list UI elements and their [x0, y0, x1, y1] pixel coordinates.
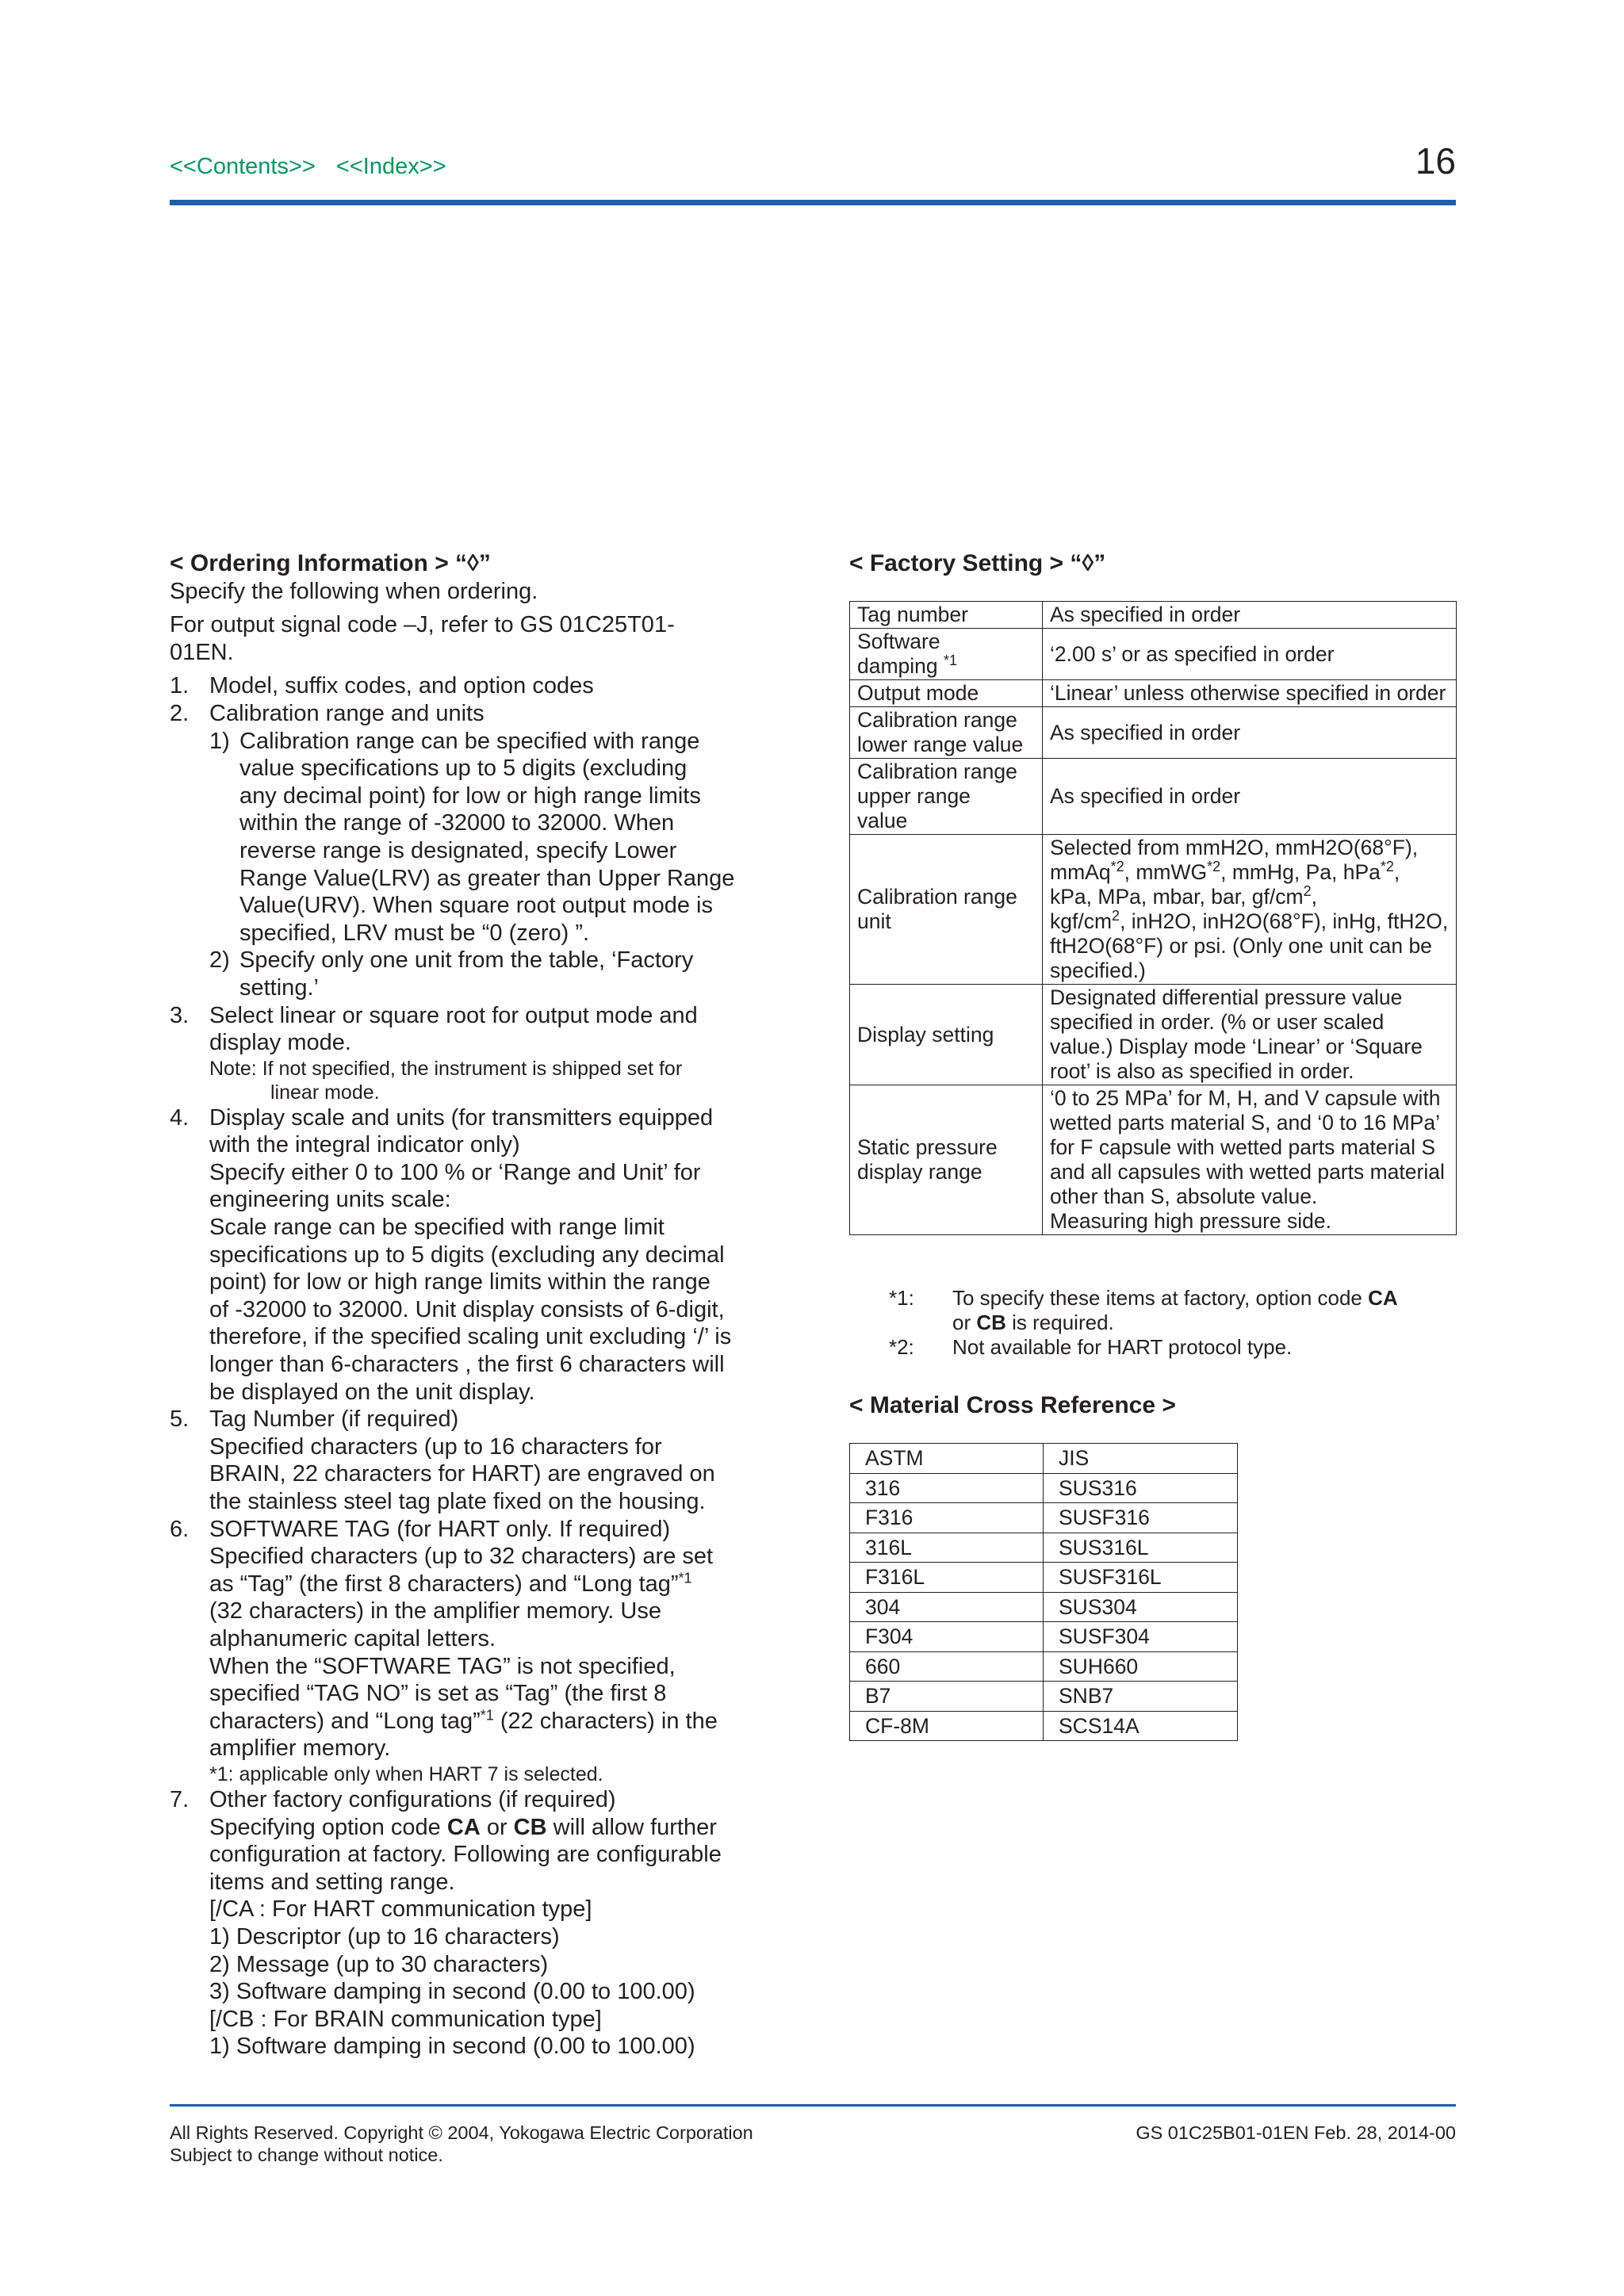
- sub-line: any decimal point) for low or high range limits: [239, 783, 701, 809]
- cell-line: wetted parts material S, and ‘0 to 16 MPa’: [1050, 1111, 1440, 1135]
- footer-rule: [170, 2104, 1456, 2107]
- item-line: specifications up to 5 digits (excluding any decimal: [209, 1242, 725, 1268]
- cell-text: ,: [1393, 860, 1400, 884]
- line-text: (22 characters) in the: [493, 1708, 718, 1734]
- item-line: [209, 1708, 788, 1735]
- table-cell: CF-8M: [850, 1711, 1044, 1741]
- cell-line: [1050, 860, 1449, 885]
- cell-text: mmAq: [1050, 860, 1111, 884]
- cell-line: ‘0 to 25 MPa’ for M, H, and V capsule with: [1050, 1086, 1441, 1110]
- line-text: characters) and “Long tag”: [209, 1708, 481, 1734]
- factory-footnotes: [889, 1286, 1457, 1360]
- item-line: the stainless steel tag plate fixed on the housing.: [209, 1489, 706, 1514]
- option-code-cb: CB: [513, 1814, 547, 1840]
- table-cell: [850, 1085, 1043, 1235]
- item-line: Display scale and units (for transmitters equipped: [209, 1104, 714, 1131]
- cell-line: value.) Display mode ‘Linear’ or ‘Square: [1050, 1035, 1423, 1058]
- ordering-information-section: [170, 550, 788, 2061]
- table-cell: [850, 629, 1043, 680]
- cell-text: , mmWG: [1124, 860, 1208, 884]
- item-line: alphanumeric capital letters.: [209, 1625, 496, 1651]
- sub-line: Range Value(LRV) as greater than Upper Range: [239, 865, 735, 891]
- table-row: [850, 1085, 1457, 1235]
- footnote-ref: *1: [944, 652, 958, 669]
- item-line: Select linear or square root for output mode and: [209, 1002, 698, 1028]
- index-link[interactable]: <<Index>>: [335, 154, 446, 179]
- cell-line: [1050, 885, 1449, 909]
- cell-line: [857, 654, 1035, 679]
- option-code-cb: CB: [976, 1311, 1006, 1334]
- item-line: longer than 6-characters , the first 6 characters will: [209, 1352, 725, 1378]
- item-line: 2) Message (up to 30 characters): [209, 1951, 549, 1977]
- table-row: [850, 1682, 1238, 1712]
- table-cell: As specified in order: [1043, 759, 1457, 835]
- item-line: of -32000 to 32000. Unit display consists of 6-digit,: [209, 1296, 725, 1322]
- table-cell: [850, 759, 1043, 835]
- footnote-key: *2:: [889, 1335, 914, 1359]
- cell-line: for F capsule with wetted parts material S: [1050, 1135, 1436, 1159]
- table-cell: B7: [850, 1682, 1044, 1712]
- footnote-ref: *2: [1380, 859, 1394, 875]
- sub-line: setting.’: [239, 974, 319, 1001]
- item-number: 7.: [170, 1786, 190, 1812]
- item-line: amplifier memory.: [209, 1735, 391, 1762]
- footnote-ref: *1: [480, 1707, 494, 1724]
- table-row: [850, 985, 1457, 1085]
- table-cell: 316: [850, 1473, 1044, 1503]
- table-cell: [850, 707, 1043, 759]
- ordering-item-2-sub-1: [170, 728, 788, 947]
- item-line: specified “TAG NO” is set as “Tag” (the first 8: [209, 1681, 667, 1707]
- table-cell: Output mode: [850, 680, 1043, 707]
- item-line: display mode.: [209, 1030, 351, 1056]
- footnote-text: or: [952, 1311, 977, 1334]
- cell-line: Designated differential pressure value: [1050, 985, 1403, 1009]
- footer-doc-id: GS 01C25B01-01EN Feb. 28, 2014-00: [1136, 2122, 1456, 2143]
- table-row: [850, 1711, 1238, 1741]
- table-row: [850, 1651, 1238, 1682]
- table-cell: SUS316L: [1044, 1533, 1238, 1563]
- cell-line: Calibration range: [857, 885, 1017, 909]
- ordering-heading: < Ordering Information > “◊”: [170, 550, 491, 576]
- cell-line: [1050, 909, 1449, 934]
- item-line: [209, 1571, 788, 1598]
- table-header-cell: JIS: [1044, 1444, 1238, 1474]
- table-cell: As specified in order: [1043, 707, 1457, 759]
- cell-line: Measuring high pressure side.: [1050, 1209, 1331, 1233]
- option-code-ca: CA: [446, 1814, 481, 1840]
- material-cross-reference-table: [849, 1443, 1238, 1741]
- item-3-note: Note: If not specified, the instrument is shipped set for: [209, 1057, 683, 1080]
- table-cell: SCS14A: [1044, 1711, 1238, 1741]
- cell-line: specified.): [1050, 959, 1146, 982]
- item-line: When the “SOFTWARE TAG” is not specified,: [209, 1653, 676, 1679]
- item-line: Specify either 0 to 100 % or ‘Range and Unit’ for: [209, 1159, 701, 1185]
- factory-setting-heading: < Factory Setting > “◊”: [849, 550, 1106, 576]
- cell-text: damping: [857, 654, 944, 678]
- sub-number: 2): [209, 947, 230, 974]
- output-signal-line: 01EN.: [170, 639, 234, 665]
- ordering-item-1: [170, 672, 788, 700]
- option-code-ca: CA: [1368, 1286, 1398, 1310]
- footnote-1: [889, 1286, 1457, 1335]
- item-line: Specified characters (up to 32 characters) are set: [209, 1544, 714, 1570]
- item-number: 1.: [170, 673, 190, 699]
- item-line: [/CA : For HART communication type]: [209, 1896, 592, 1923]
- cell-line: ftH2O(68°F) or psi. (Only one unit can be: [1050, 934, 1432, 958]
- table-cell: SUS316: [1044, 1473, 1238, 1503]
- cell-text: , inH2O, inH2O(68°F), inHg, ftH2O,: [1120, 909, 1449, 933]
- item-number: 6.: [170, 1516, 190, 1542]
- table-cell: SUS304: [1044, 1592, 1238, 1622]
- footnote-text: is required.: [1005, 1311, 1114, 1334]
- cell-line: lower range value: [857, 733, 1024, 756]
- item-line: Tag Number (if required): [209, 1406, 459, 1433]
- nav-links: [170, 154, 461, 180]
- sub-line: within the range of -32000 to 32000. When: [239, 810, 675, 836]
- table-cell: [1043, 835, 1457, 985]
- cell-line: Calibration range: [857, 760, 1017, 783]
- cell-line: specified in order. (% or user scaled: [1050, 1010, 1385, 1034]
- table-row: [850, 1533, 1238, 1563]
- notice-text: Subject to change without notice.: [170, 2145, 443, 2165]
- factory-setting-table: [849, 601, 1457, 1235]
- cell-line: root’ is also as specified in order.: [1050, 1059, 1354, 1083]
- table-header-cell: ASTM: [850, 1444, 1044, 1474]
- table-cell: 660: [850, 1651, 1044, 1682]
- table-cell: ‘2.00 s’ or as specified in order: [1043, 629, 1457, 680]
- superscript: 2: [1112, 908, 1120, 924]
- item-line: SOFTWARE TAG (for HART only. If required): [209, 1516, 671, 1542]
- item-line: therefore, if the specified scaling unit excluding ‘/’ is: [209, 1324, 732, 1350]
- table-header-row: [850, 1444, 1238, 1474]
- item-line: [209, 1814, 788, 1842]
- item-line: BRAIN, 22 characters for HART) are engraved on: [209, 1461, 715, 1487]
- sub-line: reverse range is designated, specify Lower: [239, 837, 677, 863]
- copyright-text: All Rights Reserved. Copyright © 2004, Yokogawa Electric Corporation: [170, 2122, 753, 2143]
- table-cell: SUSF316: [1044, 1503, 1238, 1533]
- ordering-item-6: [170, 1516, 788, 1762]
- table-cell: F304: [850, 1622, 1044, 1652]
- page-number: 16: [1415, 140, 1456, 182]
- footnote-key: *1:: [889, 1286, 914, 1310]
- cell-line: Selected from mmH2O, mmH2O(68°F),: [1050, 836, 1419, 859]
- line-text: Specifying option code: [209, 1814, 447, 1840]
- footnote-line: [952, 1286, 1457, 1311]
- output-signal-note: [170, 611, 788, 666]
- table-row: [850, 602, 1457, 629]
- table-cell: SNB7: [1044, 1682, 1238, 1712]
- line-text: will allow further: [546, 1814, 717, 1840]
- sub-line: Calibration range can be specified with range: [239, 728, 700, 754]
- table-row: [850, 759, 1457, 835]
- table-row: [850, 1473, 1238, 1503]
- item-line: 1) Descriptor (up to 16 characters): [209, 1923, 560, 1950]
- item-number: 5.: [170, 1406, 190, 1433]
- item-number: 4.: [170, 1104, 190, 1131]
- ordering-item-2-sub-2: [170, 947, 788, 1001]
- item-line: with the integral indicator only): [209, 1132, 520, 1158]
- table-cell: SUSF304: [1044, 1622, 1238, 1652]
- page-header: [170, 140, 1456, 203]
- contents-link[interactable]: <<Contents>>: [170, 154, 316, 179]
- cell-text: kgf/cm: [1050, 909, 1113, 933]
- ordering-item-2: [170, 700, 788, 728]
- table-row: [850, 1503, 1238, 1533]
- cell-text: kPa, MPa, mbar, bar, gf/cm: [1050, 885, 1304, 909]
- sub-line: Specify only one unit from the table, ‘Factory: [239, 947, 694, 974]
- item-6-note: *1: applicable only when HART 7 is selected.: [209, 1762, 603, 1785]
- table-cell: [1043, 985, 1457, 1085]
- footnote-line: [952, 1311, 1457, 1335]
- table-cell: SUSF316L: [1044, 1563, 1238, 1593]
- header-rule: [170, 200, 1456, 205]
- footnote-ref: *2: [1110, 859, 1124, 875]
- cell-text: , mmHg, Pa, hPa: [1220, 860, 1381, 884]
- ordering-intro: Specify the following when ordering.: [170, 578, 538, 604]
- cell-line: and all capsules with wetted parts material: [1050, 1160, 1445, 1184]
- sub-line: Value(URV). When square root output mode is: [239, 893, 713, 919]
- item-line: items and setting range.: [209, 1869, 455, 1895]
- cell-text: ,: [1311, 885, 1317, 909]
- cell-line: unit: [857, 909, 891, 933]
- sub-line: value specifications up to 5 digits (excluding: [239, 756, 688, 782]
- table-cell: F316L: [850, 1563, 1044, 1593]
- cell-line: other than S, absolute value.: [1050, 1184, 1318, 1208]
- item-text: Model, suffix codes, and option codes: [209, 673, 594, 699]
- item-number: 2.: [170, 700, 190, 726]
- item-line: Scale range can be specified with range limit: [209, 1215, 665, 1241]
- material-cross-reference-heading: < Material Cross Reference >: [849, 1392, 1176, 1418]
- superscript: 2: [1303, 883, 1312, 900]
- table-cell: [1043, 1085, 1457, 1235]
- table-row: [850, 1622, 1238, 1652]
- item-line: [/CB : For BRAIN communication type]: [209, 2006, 602, 2032]
- cell-line: value: [857, 809, 908, 832]
- sub-number: 1): [209, 728, 230, 754]
- table-cell: As specified in order: [1043, 602, 1457, 629]
- table-cell: 316L: [850, 1533, 1044, 1563]
- table-cell: F316: [850, 1503, 1044, 1533]
- item-line: 3) Software damping in second (0.00 to 100.00): [209, 1979, 695, 2005]
- cell-line: Calibration range: [857, 708, 1017, 732]
- table-row: [850, 1563, 1238, 1593]
- ordering-item-3: [170, 1002, 788, 1057]
- item-3-note-cont: linear mode.: [270, 1081, 380, 1104]
- footnote-ref: *1: [678, 1570, 692, 1586]
- item-line: engineering units scale:: [209, 1187, 451, 1213]
- item-line: Specified characters (up to 16 characters for: [209, 1433, 662, 1460]
- cell-line: upper range: [857, 784, 971, 808]
- item-number: 3.: [170, 1002, 190, 1028]
- item-line: configuration at factory. Following are configurable: [209, 1842, 722, 1868]
- footnote-text: To specify these items at factory, option code: [952, 1286, 1369, 1310]
- table-cell: ‘Linear’ unless otherwise specified in order: [1043, 680, 1457, 707]
- footnote-line: Not available for HART protocol type.: [952, 1335, 1293, 1359]
- line-text: or: [480, 1814, 514, 1840]
- table-row: [850, 629, 1457, 680]
- ordering-item-4: [170, 1104, 788, 1406]
- table-cell: SUH660: [1044, 1651, 1238, 1682]
- table-row: [850, 707, 1457, 759]
- cell-line: Software: [857, 629, 940, 653]
- item-line: 1) Software damping in second (0.00 to 100.00): [209, 2034, 695, 2060]
- item-line: Other factory configurations (if required): [209, 1786, 616, 1812]
- footnote-2: [889, 1335, 1457, 1360]
- table-cell: Tag number: [850, 602, 1043, 629]
- item-line: be displayed on the unit display.: [209, 1379, 535, 1405]
- line-text: as “Tag” (the first 8 characters) and “Long tag”: [209, 1571, 679, 1597]
- ordering-item-7: [170, 1786, 788, 2061]
- output-signal-line: For output signal code –J, refer to GS 01C25T01-: [170, 612, 675, 638]
- table-row: [850, 680, 1457, 707]
- right-column: [849, 550, 1457, 1738]
- footer-copyright: [170, 2122, 753, 2166]
- item-line: point) for low or high range limits within the range: [209, 1269, 710, 1295]
- item-text: Calibration range and units: [209, 700, 485, 726]
- table-row: [850, 1592, 1238, 1622]
- sub-line: specified, LRV must be “0 (zero) ”.: [239, 920, 590, 946]
- table-cell: 304: [850, 1592, 1044, 1622]
- table-cell: Display setting: [850, 985, 1043, 1085]
- item-line: (32 characters) in the amplifier memory. Use: [209, 1598, 661, 1624]
- table-cell: [850, 835, 1043, 985]
- cell-line: display range: [857, 1160, 982, 1184]
- cell-line: Static pressure: [857, 1135, 998, 1159]
- ordering-item-5: [170, 1406, 788, 1515]
- table-row: [850, 835, 1457, 985]
- footnote-ref: *2: [1207, 859, 1221, 875]
